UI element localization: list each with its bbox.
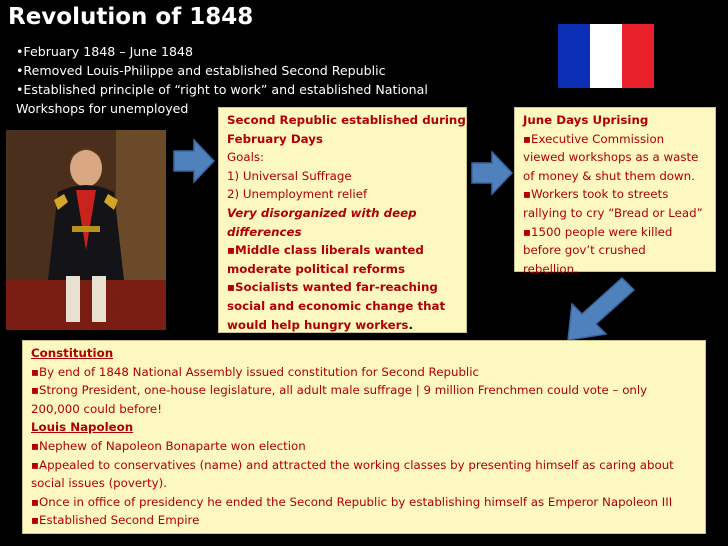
louis-napoleon-line-3: social issues (poverty).	[31, 476, 167, 491]
arrow-down-left	[560, 272, 640, 344]
second-republic-box	[218, 107, 467, 333]
disorganized-line-2: differences	[227, 224, 302, 239]
june-days-line-1: ▪Executive Commission	[523, 131, 665, 146]
louis-napoleon-line-4: ▪Once in office of presidency he ended the Second Republic by establishing himself as Emperor Napoleon III	[31, 494, 673, 509]
louis-philippe-portrait	[6, 130, 166, 330]
june-days-heading: June Days Uprising	[523, 113, 649, 127]
socialists-line-2: social and economic change that	[227, 298, 446, 313]
constitution-box	[22, 340, 706, 534]
june-days-line-5: rallying to cry “Bread or Lead”	[523, 205, 703, 220]
socialists-line-3-period: .	[408, 317, 413, 332]
june-days-line-7: before gov’t crushed	[523, 243, 646, 258]
june-days-line-8: rebellion.	[523, 261, 578, 276]
june-days-line-2: viewed workshops as a waste	[523, 150, 699, 165]
louis-napoleon-line-2: ▪Appealed to conservatives (name) and attracted the working classes by presenting himself as caring about	[31, 457, 674, 472]
bullet-removed: •Removed Louis-Philippe and established Second Republic	[16, 63, 386, 78]
louis-napoleon-line-5: ▪Established Second Empire	[31, 513, 200, 528]
socialists-line-3-text: would help hungry workers	[227, 317, 409, 332]
goal-universal-suffrage: 1) Universal Suffrage	[227, 168, 352, 183]
constitution-line-2: ▪Strong President, one-house legislature, all adult male suffrage | 9 million Frenchmen could vote – only	[31, 383, 648, 398]
slide-title: Revolution of 1848	[8, 4, 254, 30]
bullet-dates: •February 1848 – June 1848	[16, 44, 194, 59]
louis-napoleon-line-1: ▪Nephew of Napoleon Bonaparte won election	[31, 438, 306, 453]
goals-label: Goals:	[227, 150, 264, 165]
june-days-line-4: ▪Workers took to streets	[523, 187, 669, 202]
constitution-heading: Constitution	[31, 346, 114, 360]
goal-unemployment-relief: 2) Unemployment relief	[227, 187, 368, 202]
french-flag-image	[558, 24, 654, 88]
middle-class-line-2: moderate political reforms	[227, 261, 405, 276]
louis-napoleon-heading: Louis Napoleon	[31, 420, 134, 435]
constitution-line-1: ▪By end of 1848 National Assembly issued constitution for Second Republic	[31, 364, 479, 379]
arrow-right-1	[172, 138, 216, 184]
arrow-right-2	[470, 150, 514, 196]
flag-white-band	[590, 24, 622, 88]
second-republic-heading-2: February Days	[227, 131, 323, 146]
bullet-workshops: Workshops for unemployed	[16, 101, 189, 116]
bullet-right-to-work: •Established principle of “right to work” and established National	[16, 82, 428, 97]
flag-red-band	[622, 24, 654, 88]
constitution-line-3: 200,000 could before!	[31, 401, 162, 416]
middle-class-line-1: ▪Middle class liberals wanted	[227, 243, 424, 258]
disorganized-line-1: Very disorganized with deep	[227, 205, 417, 220]
socialists-line-1: ▪Socialists wanted far-reaching	[227, 280, 438, 295]
june-days-line-6: ▪1500 people were killed	[523, 224, 673, 239]
june-days-box	[514, 107, 716, 276]
second-republic-heading-1: Second Republic established during	[227, 113, 466, 127]
flag-blue-band	[558, 24, 590, 88]
june-days-line-3: of money & shut them down.	[523, 168, 695, 183]
socialists-line-3	[227, 316, 458, 335]
